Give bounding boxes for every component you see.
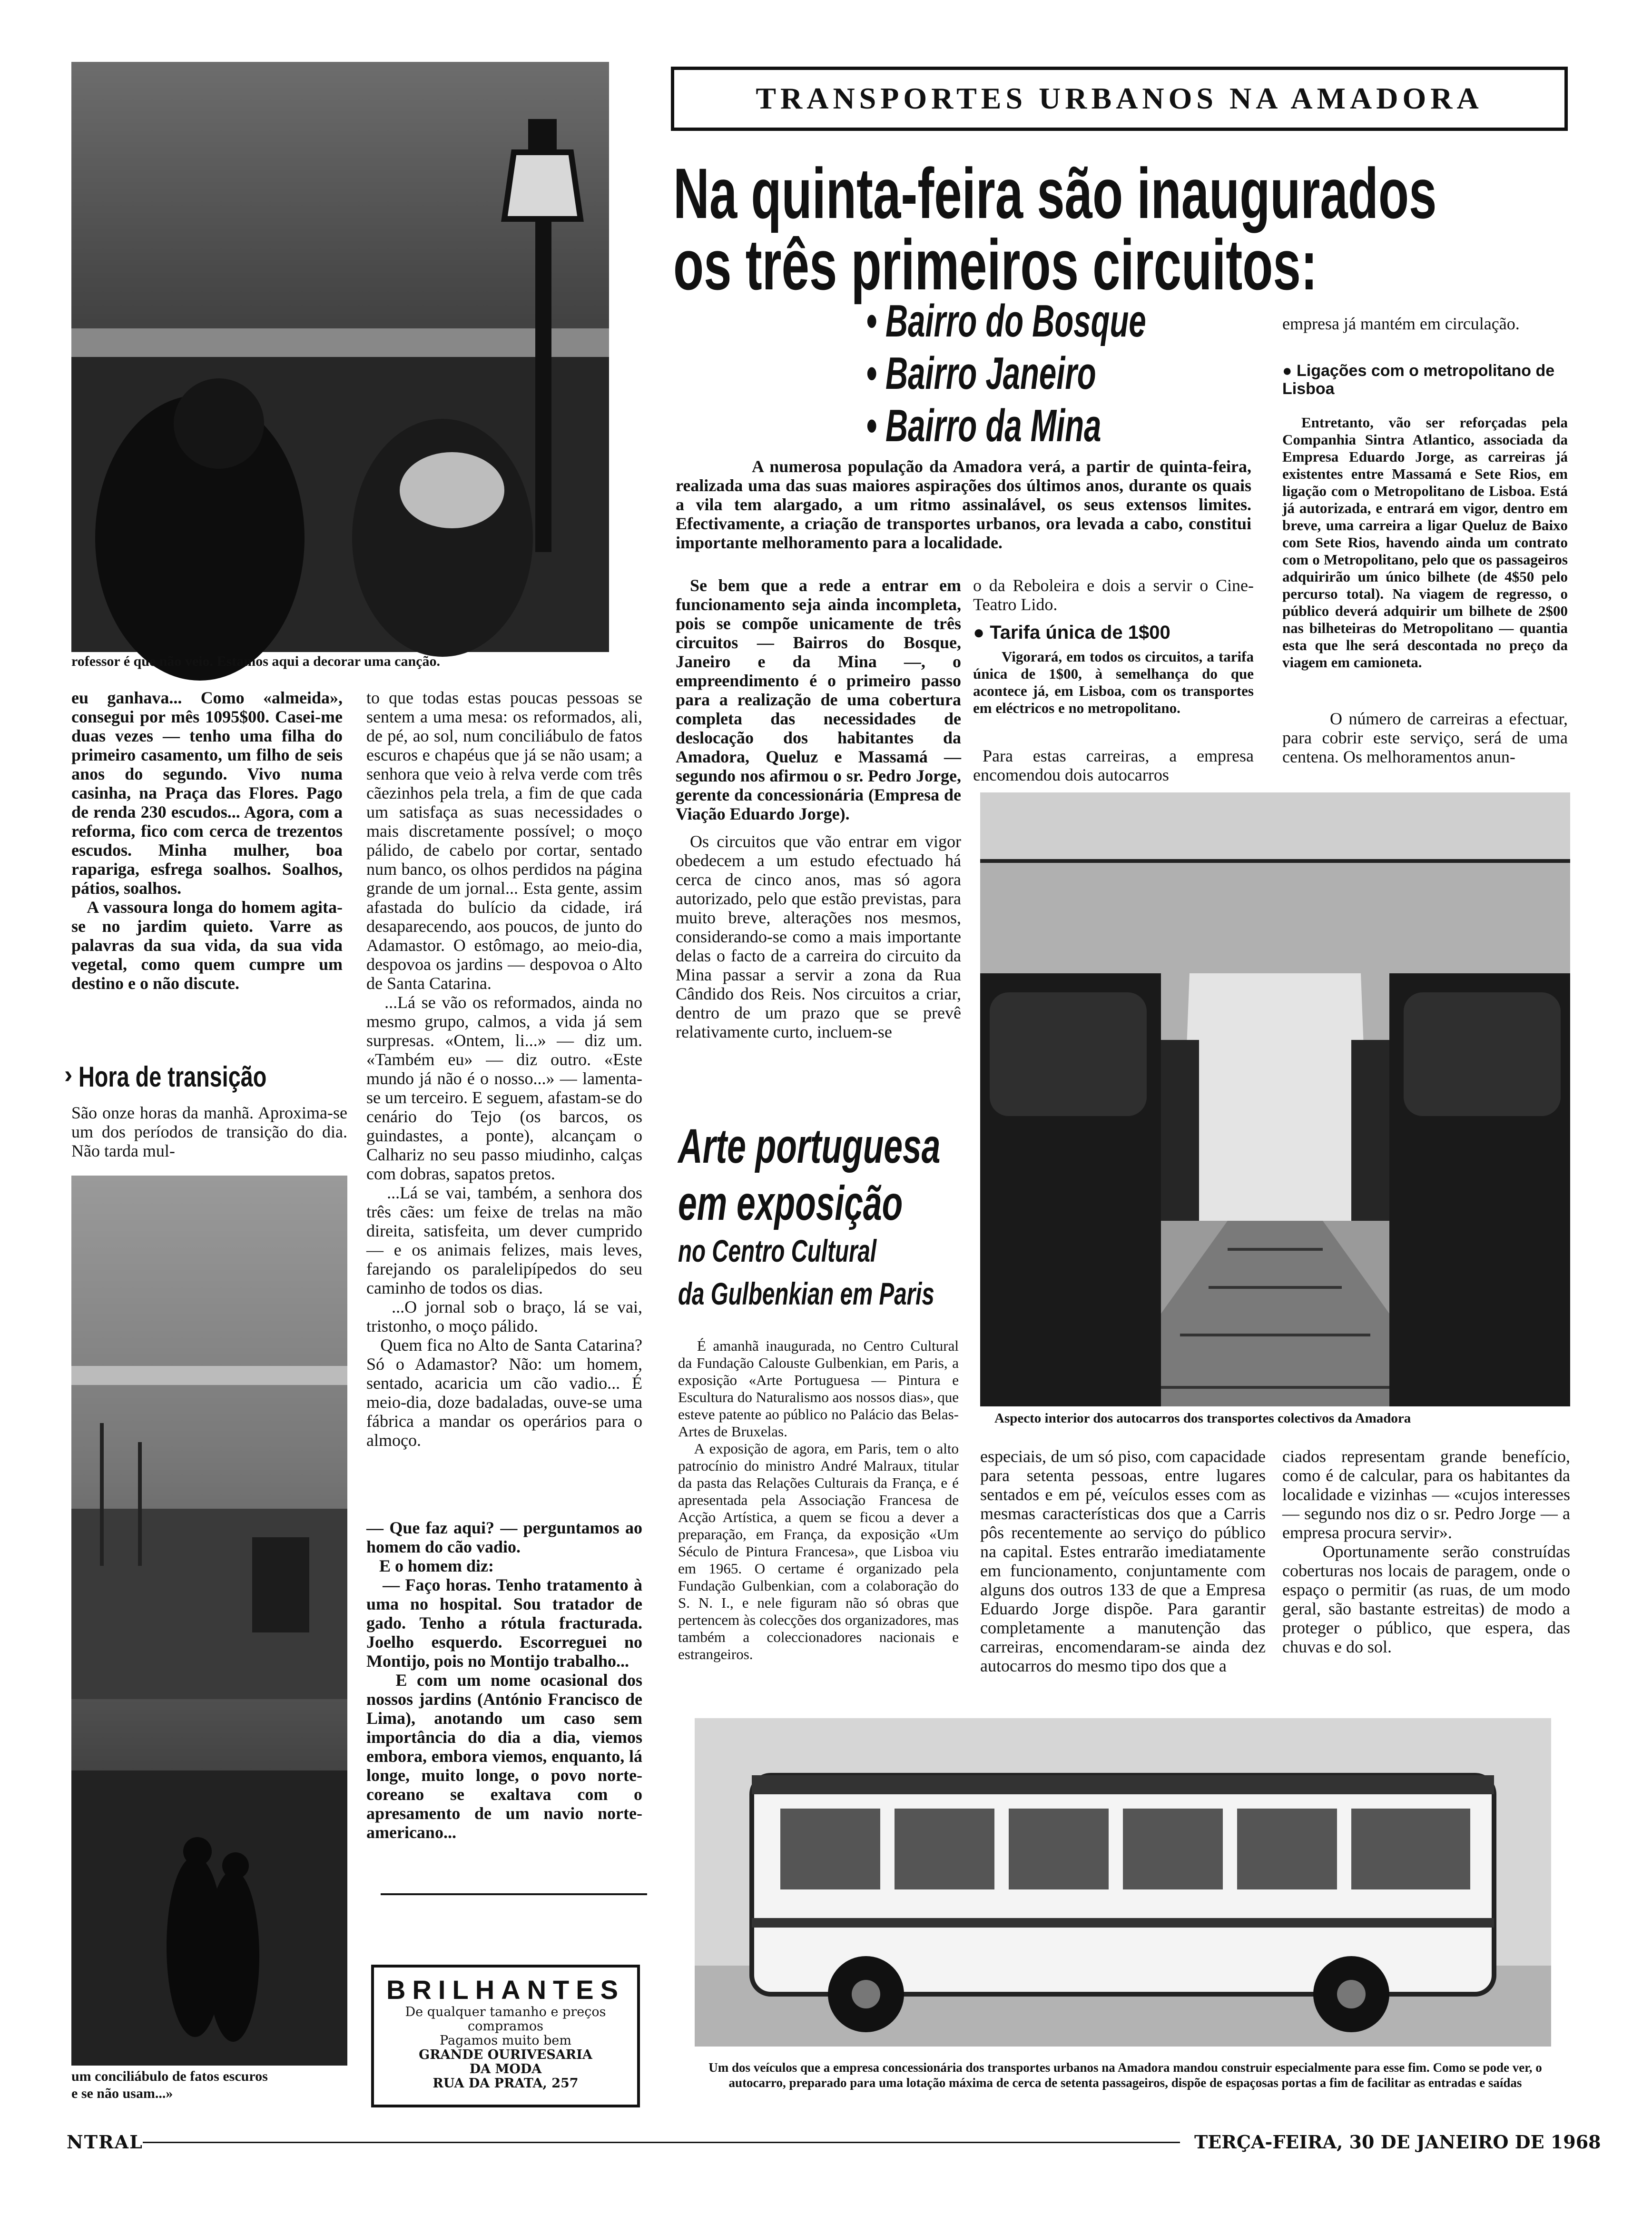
transport-col2-after: Para estas carreiras, a empresa encomendou dois autocarros — [973, 746, 1258, 784]
interior-caption: Aspecto interior dos autocarros dos transportes colectivos da Amadora — [994, 1411, 1411, 1426]
left-col-b-dialog: — Que faz aqui? — perguntamos ao homem do cão vadio. E o homem diz: — Faço horas. Tenho tratamento à uma no hospital. Sou tratador de gado. Tenho a rótula fracturada. Joelho esquerdo. Escorreguei no Montijo, pois no Montijo trabalho... E com um nome ocasional dos nossos jardins (António Francisco de Lima), anotando um caso sem importância do dia a dia, viemos embora, embora viemos, enquanto, lá longe, muito longe, o povo norte-coreano se exaltava com o apresamento de um navio norte-americano... — [366, 1518, 643, 1842]
bus-exterior-illustration — [695, 1718, 1551, 2047]
ad-line2: compramos — [468, 2019, 543, 2034]
footer-rule — [143, 2142, 1180, 2143]
arte-sub2: da Gulbenkian em Paris — [678, 1276, 934, 1311]
ligacoes-heading: ● Ligações com o metropolitano de Lisboa — [1282, 362, 1559, 398]
transport-col-mid1: especiais, de um só piso, com capacidade para setenta pessoas, entre lugares sentados e em pé, veículos esses com as mesmas características dos que a Carris pôs recentemente ao serviço do público na capital. Estes entrarão imediatamente em funcionamento, conjuntamente com alguns dos outros 133 de que a Empresa Eduardo Jorge dispõe. Para garantir completamente a manutenção das carreiras, encomendaram-se ainda dez autocarros do mesmo tipo dos que a — [980, 1447, 1270, 1675]
section-heading-hora — [64, 1060, 350, 1094]
ad-line4: GRANDE OURIVESARIA — [419, 2047, 592, 2062]
bus-caption: Um dos veículos que a empresa concessionária dos transportes urbanos na Amadora mandou construir especialmente para esse fim. Como se pode ver, o autocarro, preparado para uma lotação máxima de cerca de setenta passageiros, dispõe de espaçosas portas a fim de facilitar as entradas e saídas — [708, 2060, 1545, 2090]
arte-title1: Arte portuguesa — [678, 1119, 941, 1173]
photo-bus-exterior — [695, 1718, 1551, 2047]
transport-col2-top: o da Reboleira e dois a servir o Cine-Teatro Lido. — [973, 576, 1254, 614]
banner-box — [671, 67, 1568, 131]
transport-col3-top: empresa já mantém em circulação. — [1282, 314, 1520, 333]
section-bullet-icon: › — [64, 1061, 73, 1088]
photo-illustration — [71, 62, 609, 652]
left-col-a-top: eu ganhava... Como «almeida», consegui por mês 1095$00. Casei-me duas vezes — tenho uma filha do primeiro casamento, um filho de seis anos do segundo. Vivo numa casinha, na Praça das Flores. Pago de renda 230 escudos... Agora, com a reforma, fico com cerca de trezentos escudos. Minha mulher, boa rapariga, esfrega soalhos. Soalhos, pátios, soalhos. A vassoura longa do homem agita-se no jardim quieto. Varre as palavras da sua vida, da sua vida vegetal, como quem cumpre um destino e o não discute. — [71, 688, 343, 993]
arte-sub1: no Centro Cultural — [678, 1233, 877, 1268]
bullet-bosque: • Bairro do Bosque — [866, 296, 1146, 346]
footer-date: TERÇA-FEIRA, 30 DE JANEIRO DE 1968 — [1194, 2131, 1601, 2153]
tarifa-body: Vigorará, em todos os circuitos, a tarifa única de 1$00, à semelhança do que acontece já, em Lisboa, com os transportes em eléctricos e no metropolitano. — [973, 648, 1258, 716]
ad-brilhantes — [371, 1965, 640, 2107]
bullet-janeiro: • Bairro Janeiro — [866, 348, 1096, 399]
transport-col1: Se bem que a rede a entrar em funcionamento seja ainda incompleta, pois se compõe unicamente de três circuitos — Bairros do Bosque, Janeiro e da Mina —, o empreendimento é o primeiro passo para a realização de uma cobertura completa das necessidades de deslocação dos habitantes da Amadora, Queluz e Massamá — segundo nos afirmou o sr. Pedro Jorge, gerente da concessionária (Empresa de Viação Eduardo Jorge). — [676, 576, 965, 823]
tarifa-heading: ● Tarifa única de 1$00 — [973, 622, 1170, 643]
col-rule — [381, 1893, 647, 1895]
ad-title: BRILHANTES — [386, 1975, 625, 2005]
transport-col1b: Os circuitos que vão entrar em vigor obedecem a um estudo efectuado há cerca de cinco anos, mas só agora autorizado, pelo que estão previstas, para muito breve, alterações nos mesmos, considerando-se como a mais importante delas o facto de a carreira do circuito da Mina passar a servir a zona da Rua Cândido dos Reis. Nos circuitos a criar, dentro de um prazo que se prevê relativamente curto, incluem-se — [676, 832, 965, 1041]
bullet-mina: • Bairro da Mina — [866, 400, 1101, 451]
section-heading-text: Hora de transição — [79, 1061, 267, 1093]
photo-bus-interior — [980, 792, 1570, 1406]
transport-col3-after: O número de carreiras a efectuar, para cobrir este serviço, será de uma centena. Os melhoramentos anun- — [1282, 709, 1572, 766]
left-col-a-bottom: São onze horas da manhã. Aproxima-se um dos períodos de transição do dia. Não tarda mul- — [71, 1103, 352, 1160]
harbour-illustration — [71, 1176, 347, 2066]
ad-line3: Pagamos muito bem — [440, 2033, 571, 2048]
transport-col-mid2: ciados representam grande benefício, como é de calcular, para os habitantes da localidade e vizinhas — «cujos interesses — segundo nos diz o sr. Pedro Jorge — a empresa procura servir». Oportunamente serão construídas coberturas nos locais de paragem, onde o espaço o permitir (as ruas, de um modo geral, são bastante estreitas) de modo a proteger o público, que espera, das chuvas e do sol. — [1282, 1447, 1570, 1656]
arte-body: É amanhã inaugurada, no Centro Cultural da Fundação Calouste Gulbenkian, em Paris, a exposição «Arte Portuguesa — Pintura e Escultura do Naturalismo aos nossos dias», que esteve patente ao público no Palácio das Belas-Artes de Bruxelas. A exposição de agora, em Paris, tem o alto patrocínio do ministro André Malraux, titular da pasta das Relações Culturais da França, e é apresentada pela Associação Francesa de Acção Artística, a quem se ficou a dever a preparação, em França, da exposição «Um Século de Pintura Francesa», que Lisboa viu em 1965. O certame é organizado pela Fundação Gulbenkian, com a colaboração do S. N. I., e nele figuram não só obras que pertencem às colecções dos organizadores, mas também a coleccionadores nacionais e estrangeiros. — [678, 1337, 959, 1662]
ad-line5: DA MODA — [469, 2062, 542, 2077]
headline-line1: Na quinta-feira são inaugurados — [673, 153, 1437, 233]
bus-interior-illustration — [980, 792, 1570, 1406]
photo-lamppost-couple — [71, 62, 609, 652]
ad-line6: RUA DA PRATA, 257 — [433, 2076, 579, 2091]
arte-title2: em exposição — [678, 1176, 903, 1230]
headline-line2: os três primeiros circuitos: — [673, 225, 1318, 305]
ad-line1: De qualquer tamanho e preços — [405, 2005, 606, 2019]
left-col-b: to que todas estas poucas pessoas se sentem a uma mesa: os reformados, ali, de pé, ao sol, num conciliábulo de fatos escuros e chapéus que já se não usam; a senhora que veio à relva verde com três cãezinhos pela trela, a fim de que cada um satisfaça as suas necessidades o mais discretamente possível; o moço pálido, de cabelo por cortar, sentado num banco, os olhos perdidos na página grande de um jornal... Esta gente, assim afastada do bulício da cidade, irá desaparecendo, aos poucos, de junto do Adamastor. O estômago, ao meio-dia, despovoa os jardins — despovoa o Alto de Santa Catarina. ...Lá se vão os reformados, ainda no mesmo grupo, calmos, a vida já sem surpresas. «Ontem, li...» — diz um. «Também eu» — diz outro. «Este mundo já não é o nosso...» — lamenta-se um terceiro. E seguem, afastam-se do cenário do Tejo (os barcos, os guindastes, a ponte), alcançam o Calhariz no seu passo miudinho, calças com dobras, sapatos pretos. ...Lá se vai, também, a senhora dos três cães: um feixe de trelas na mão direita, satisfeita, um dever cumprido — e os animais felizes, mais leves, farejando os paralelipípedos do seu caminho de todos os dias. ...O jornal sob o braço, lá se vai, tristonho, o moço pálido. Quem fica no Alto de Santa Catarina? Só o Adamastor? Não: um homem, sentado, acaricia um cão vadio... É meio-dia, doze badaladas, ouve-se uma fábrica a mandar os operários para o almoço. — [366, 688, 643, 1450]
footer-left: NTRAL — [67, 2131, 143, 2153]
lead-paragraph: A numerosa população da Amadora verá, a partir de quinta-feira, realizada uma das suas maiores aspirações dos últimos anos, durante os quais a vila tem alargado, a um ritmo assinalável, os seus extensos limites. Efectivamente, a criação de transportes urbanos, ora levada a cabo, constitui importante melhoramento para a localidade. — [676, 457, 1256, 552]
photo2-caption: um conciliábulo de fatos escuros e se não usam...» — [71, 2068, 268, 2101]
banner-title: TRANSPORTES URBANOS NA AMADORA — [756, 81, 1483, 115]
photo1-caption: rofessor é que não veio. Estamos aqui a decorar uma canção. — [71, 653, 440, 669]
photo-harbour-men — [71, 1176, 347, 2066]
ligacoes-body: Entretanto, vão ser reforçadas pela Companhia Sintra Atlantico, associada da Empresa Eduardo Jorge, as carreiras já existentes entre Massamá e Sete Rios, em ligação com o Metropolitano de Lisboa. Está já autorizada, e entrará em vigor, dentro em breve, uma carreira a ligar Queluz de Baixo com Sete Rios, havendo ainda um contrato com o Metropolitano, pelo que os passageiros adquirirão um único bilhete (de 4$50 pelo percurso total). Na viagem de regresso, o público deverá adquirir um bilhete de 2$00 nas bilheteiras do Metropolitano — quantia esta que lhe será descontada no preço da viagem em camioneta. — [1282, 414, 1572, 671]
